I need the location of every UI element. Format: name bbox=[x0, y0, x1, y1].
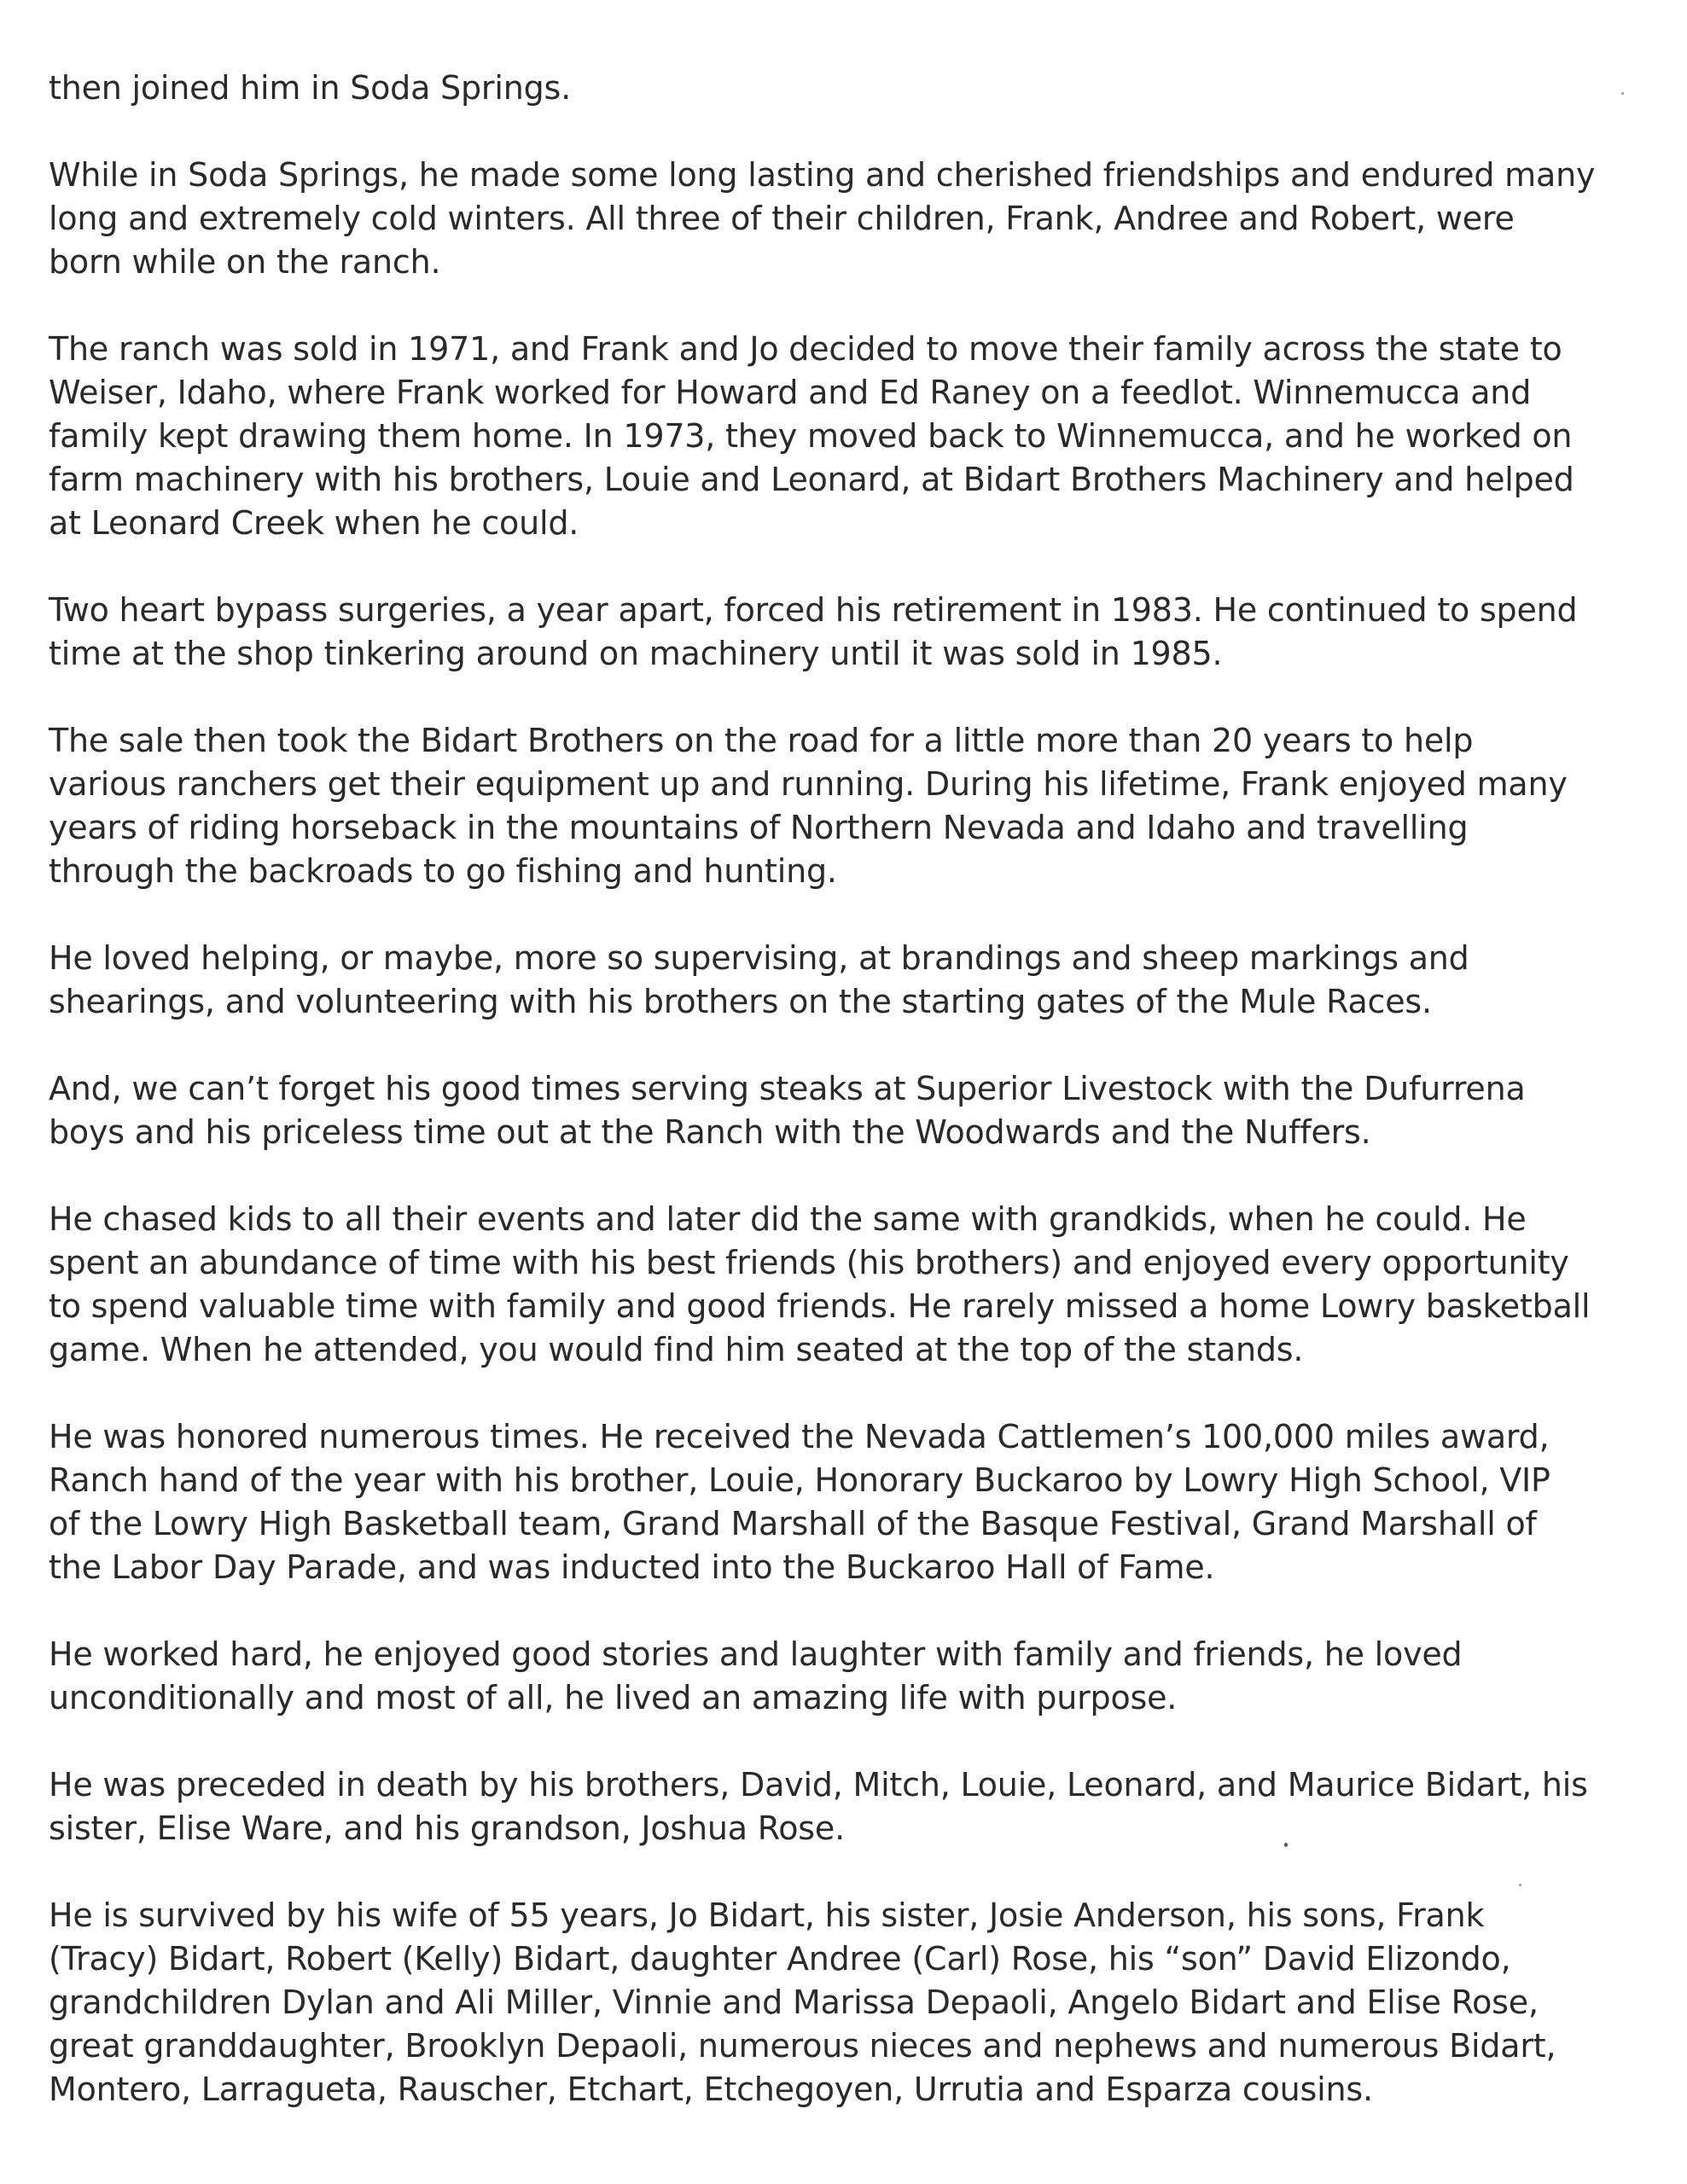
text-line: He is survived by his wife of 55 years, Jo Bidart, his sister, Josie Anderson, his sons, Frank bbox=[49, 1896, 1485, 1934]
text-line: (Tracy) Bidart, Robert (Kelly) Bidart, daughter Andree (Carl) Rose, his “son” David Elizondo, bbox=[49, 1940, 1511, 1978]
text-line: He chased kids to all their events and later did the same with grandkids, when he could. He bbox=[49, 1200, 1527, 1238]
scan-speck bbox=[1621, 92, 1624, 95]
text-line: of the Lowry High Basketball team, Grand Marshall of the Basque Festival, Grand Marshall of bbox=[49, 1505, 1537, 1542]
text-line: through the backroads to go fishing and hunting. bbox=[49, 852, 837, 890]
text-line: He loved helping, or maybe, more so supervising, at brandings and sheep markings and bbox=[49, 939, 1469, 977]
text-line: He worked hard, he enjoyed good stories and laughter with family and friends, he loved bbox=[49, 1635, 1463, 1673]
text-line: The sale then took the Bidart Brothers on the road for a little more than 20 years to help bbox=[49, 722, 1474, 759]
text-line: then joined him in Soda Springs. bbox=[49, 69, 571, 107]
text-line: the Labor Day Parade, and was inducted into the Buckaroo Hall of Fame. bbox=[49, 1548, 1215, 1586]
paragraph bbox=[49, 67, 1602, 110]
text-line: unconditionally and most of all, he lived an amazing life with purpose. bbox=[49, 1679, 1178, 1716]
paragraph bbox=[49, 1198, 1602, 1372]
text-line: to spend valuable time with family and good friends. He rarely missed a home Lowry basketball bbox=[49, 1287, 1591, 1325]
paragraph bbox=[49, 719, 1602, 893]
text-line: sister, Elise Ware, and his grandson, Joshua Rose. bbox=[49, 1809, 845, 1847]
text-line: Ranch hand of the year with his brother, Louie, Honorary Buckaroo by Lowry High School, VIP bbox=[49, 1461, 1550, 1499]
scan-speck bbox=[1519, 1884, 1521, 1886]
paragraph bbox=[49, 1894, 1602, 2111]
text-line: long and extremely cold winters. All three of their children, Frank, Andree and Robert, were bbox=[49, 200, 1515, 237]
text-line: game. When he attended, you would find him seated at the top of the stands. bbox=[49, 1331, 1304, 1368]
text-line: shearings, and volunteering with his brothers on the starting gates of the Mule Races. bbox=[49, 983, 1432, 1020]
paragraph bbox=[49, 328, 1602, 545]
paragraph bbox=[49, 589, 1602, 676]
text-line: great granddaughter, Brooklyn Depaoli, numerous nieces and nephews and numerous Bidart, bbox=[49, 2027, 1556, 2065]
text-line: family kept drawing them home. In 1973, they moved back to Winnemucca, and he worked on bbox=[49, 417, 1573, 455]
paragraph bbox=[49, 154, 1602, 284]
text-line: spent an abundance of time with his best friends (his brothers) and enjoyed every opportunity bbox=[49, 1244, 1569, 1281]
document-body bbox=[49, 67, 1602, 2155]
text-line: The ranch was sold in 1971, and Frank and Jo decided to move their family across the state to bbox=[49, 330, 1562, 368]
text-line: boys and his priceless time out at the Ranch with the Woodwards and the Nuffers. bbox=[49, 1113, 1371, 1151]
paragraph bbox=[49, 1067, 1602, 1154]
paragraph bbox=[49, 1415, 1602, 1589]
text-line: farm machinery with his brothers, Louie and Leonard, at Bidart Brothers Machinery and helped bbox=[49, 461, 1574, 498]
paragraph bbox=[49, 1633, 1602, 1720]
paragraph bbox=[49, 1763, 1602, 1850]
text-line: He was preceded in death by his brothers, David, Mitch, Louie, Leonard, and Maurice Bidart, his bbox=[49, 1766, 1588, 1804]
scan-speck bbox=[1284, 1843, 1288, 1847]
paragraph bbox=[49, 937, 1602, 1024]
text-line: He was honored numerous times. He received the Nevada Cattlemen’s 100,000 miles award, bbox=[49, 1418, 1550, 1455]
text-line: While in Soda Springs, he made some long lasting and cherished friendships and endured many bbox=[49, 156, 1596, 194]
text-line: various ranchers get their equipment up and running. During his lifetime, Frank enjoyed many bbox=[49, 765, 1568, 803]
text-line: Weiser, Idaho, where Frank worked for Howard and Ed Raney on a feedlot. Winnemucca and bbox=[49, 374, 1532, 411]
text-line: Montero, Larragueta, Rauscher, Etchart, Etchegoyen, Urrutia and Esparza cousins. bbox=[49, 2071, 1373, 2108]
text-line: grandchildren Dylan and Ali Miller, Vinnie and Marissa Depaoli, Angelo Bidart and Elise Rose, bbox=[49, 1984, 1539, 2021]
text-line: at Leonard Creek when he could. bbox=[49, 504, 579, 542]
text-line: years of riding horseback in the mountains of Northern Nevada and Idaho and travelling bbox=[49, 809, 1469, 846]
text-line: Two heart bypass surgeries, a year apart, forced his retirement in 1983. He continued to spend bbox=[49, 591, 1578, 629]
text-line: And, we can’t forget his good times serving steaks at Superior Livestock with the Dufurrena bbox=[49, 1070, 1526, 1107]
text-line: born while on the ranch. bbox=[49, 243, 441, 281]
text-line: time at the shop tinkering around on machinery until it was sold in 1985. bbox=[49, 635, 1223, 672]
